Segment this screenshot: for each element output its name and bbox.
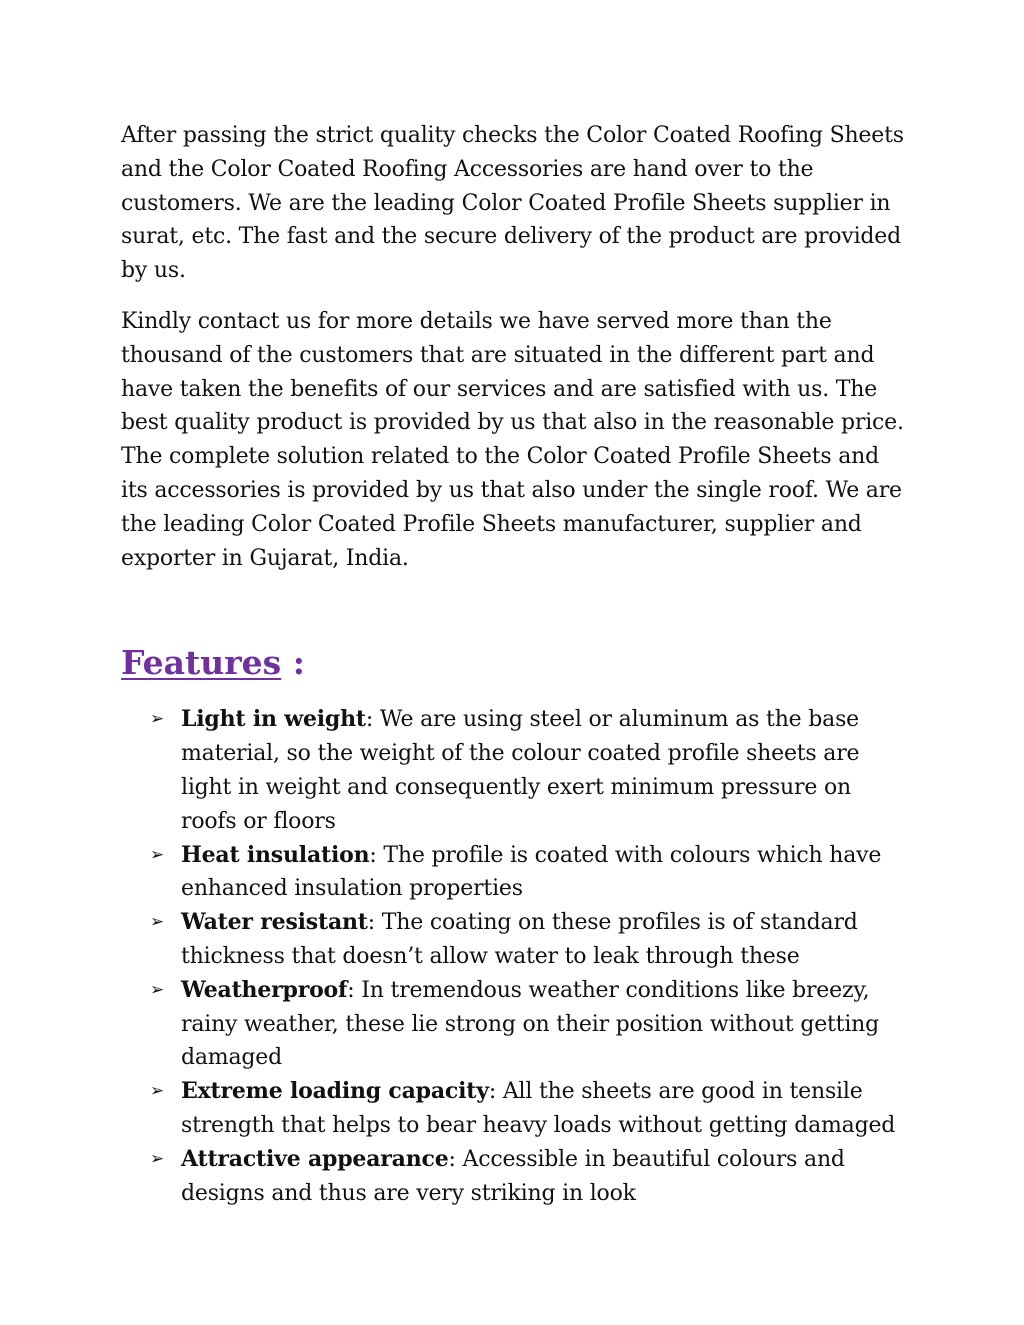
arrowhead-bullet-icon: ➢ xyxy=(150,979,165,1000)
arrowhead-bullet-icon: ➢ xyxy=(150,1081,165,1102)
feature-item-water-resistant xyxy=(121,906,911,974)
feature-description: : We are using steel or aluminum as the base material, so the weight of the colour coated profile sheets are light in weight and consequently exert minimum pressure on roofs or floors xyxy=(181,707,860,834)
feature-term: Attractive appearance xyxy=(181,1145,449,1172)
features-heading xyxy=(121,643,911,683)
features-heading-colon: : xyxy=(281,643,305,683)
feature-description: : The profile is coated with colours which have enhanced insulation properties xyxy=(181,842,882,902)
document-page xyxy=(121,119,911,1210)
arrowhead-bullet-icon: ➢ xyxy=(150,844,165,865)
feature-term: Heat insulation xyxy=(181,841,370,868)
arrowhead-bullet-icon: ➢ xyxy=(150,912,165,933)
feature-term: Extreme loading capacity xyxy=(181,1078,489,1105)
features-list xyxy=(121,703,911,1210)
feature-item-weatherproof xyxy=(121,974,911,1075)
feature-description: : In tremendous weather conditions like breezy, rainy weather, these lie strong on their position without getting damaged xyxy=(181,977,880,1071)
features-heading-word: Features xyxy=(121,643,282,683)
feature-term: Water resistant xyxy=(181,909,368,936)
arrowhead-bullet-icon: ➢ xyxy=(150,1148,165,1169)
feature-item-extreme-loading-capacity xyxy=(121,1075,911,1143)
arrowhead-bullet-icon: ➢ xyxy=(150,709,165,730)
intro-paragraph: After passing the strict quality checks the Color Coated Roofing Sheets and the Color Coated Roofing Accessories are hand over to the customers. We are the leading Color Coated Profile Sheets supplier in surat, etc. The fast and the secure delivery of the product are provided by us. xyxy=(121,123,904,284)
feature-description: : All the sheets are good in tensile strength that helps to bear heavy loads without getting damaged xyxy=(181,1079,896,1138)
feature-term: Weatherproof xyxy=(181,976,348,1003)
contact-paragraph: Kindly contact us for more details we have served more than the thousand of the customers that are situated in the different part and have taken the benefits of our services and are satisfied with us. The best quality product is provided by us that also in the reasonable price. The complete solution related to the Color Coated Profile Sheets and its accessories is provided by us that also under the single roof. We are the leading Color Coated Profile Sheets manufacturer, supplier and exporter in Gujarat, India. xyxy=(121,308,904,571)
feature-item-light-in-weight xyxy=(121,703,911,838)
feature-item-heat-insulation xyxy=(121,839,911,907)
feature-description: : Accessible in beautiful colours and designs and thus are very striking in look xyxy=(181,1146,845,1206)
feature-description: : The coating on these profiles is of standard thickness that doesn’t allow water to leak through these xyxy=(181,910,858,969)
feature-term: Light in weight xyxy=(181,706,366,733)
feature-item-attractive-appearance xyxy=(121,1143,911,1211)
